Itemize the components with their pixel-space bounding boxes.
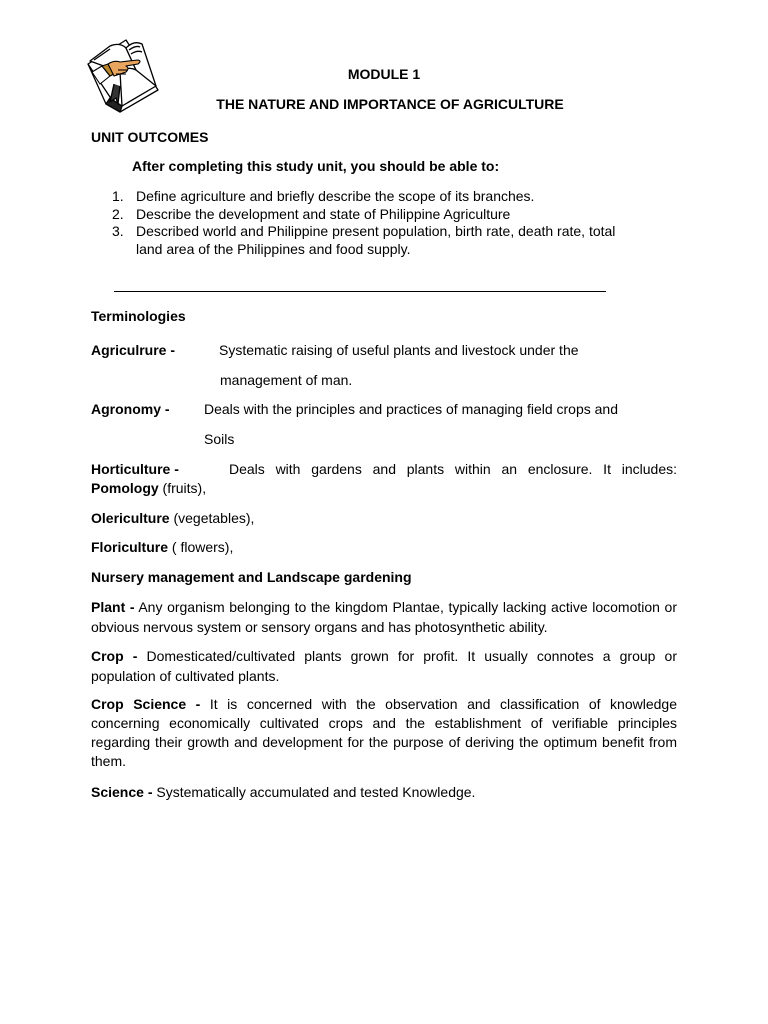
section-divider: [114, 291, 606, 292]
def-crop-science: It is concerned with the observation and classification of knowledge concerning economically cultivated crops and the establishment of verifiable principles regarding their growth and development for the purpose of deriving the optimum benefit from them.: [91, 696, 677, 769]
crop-entry: [91, 647, 677, 686]
floriculture-entry: [91, 539, 233, 556]
page-title: THE NATURE AND IMPORTANCE OF AGRICULTURE: [216, 96, 564, 112]
term-nursery: Nursery management and Landscape gardening: [91, 569, 412, 585]
outcomes-list: [112, 188, 615, 258]
module-label: MODULE 1: [347, 66, 421, 82]
def-pomology: (fruits),: [158, 480, 207, 496]
pomology-entry: [91, 480, 206, 497]
def-floriculture: ( flowers),: [168, 539, 234, 555]
term-agronomy: Agronomy -: [91, 401, 170, 417]
term-crop: Crop -: [91, 648, 138, 664]
def-olericulture: (vegetables),: [169, 510, 255, 526]
olericulture-entry: [91, 510, 254, 527]
term-floriculture: Floriculture: [91, 539, 169, 555]
list-item: 3. Described world and Philippine present population, birth rate, death rate, total land area of the Philippines and food supply.: [112, 223, 616, 257]
term-science: Science -: [91, 784, 153, 800]
term-plant: Plant -: [91, 599, 135, 615]
term-crop-science: Crop Science -: [91, 696, 201, 712]
def-horticulture: Deals with gardens and plants within an enclosure. It includes:: [229, 461, 677, 477]
def-agriculture-line1: Systematic raising of useful plants and livestock under the: [219, 342, 579, 358]
science-entry: [91, 784, 475, 801]
list-item: 2. Describe the development and state of Philippine Agriculture: [112, 205, 511, 222]
def-crop: Domesticated/cultivated plants grown for profit. It usually connotes a group or population of cultivated plants.: [91, 648, 677, 684]
def-agriculture-line2: management of man.: [220, 372, 353, 388]
list-item: 1. Define agriculture and briefly describe the scope of its branches.: [112, 188, 535, 204]
unit-outcomes-heading: UNIT OUTCOMES: [91, 129, 209, 145]
term-pomology: Pomology: [91, 480, 159, 496]
crop-science-entry: [91, 695, 677, 771]
def-agronomy-line2: Soils: [204, 431, 235, 447]
plant-entry: [91, 598, 677, 637]
terminologies-heading: Terminologies: [91, 308, 186, 324]
outcomes-intro: After completing this study unit, you should be able to:: [132, 158, 500, 174]
def-plant: Any organism belonging to the kingdom Plantae, typically lacking active locomotion or obvious nervous system or sensory organs and has photosynthetic ability.: [91, 599, 677, 635]
term-horticulture: Horticulture -: [91, 461, 179, 477]
def-agronomy-line1: Deals with the principles and practices of managing field crops and: [204, 401, 619, 417]
term-agriculture: Agriculrure -: [91, 342, 176, 358]
term-olericulture: Olericulture: [91, 510, 170, 526]
def-science: Systematically accumulated and tested Knowledge.: [152, 784, 476, 800]
